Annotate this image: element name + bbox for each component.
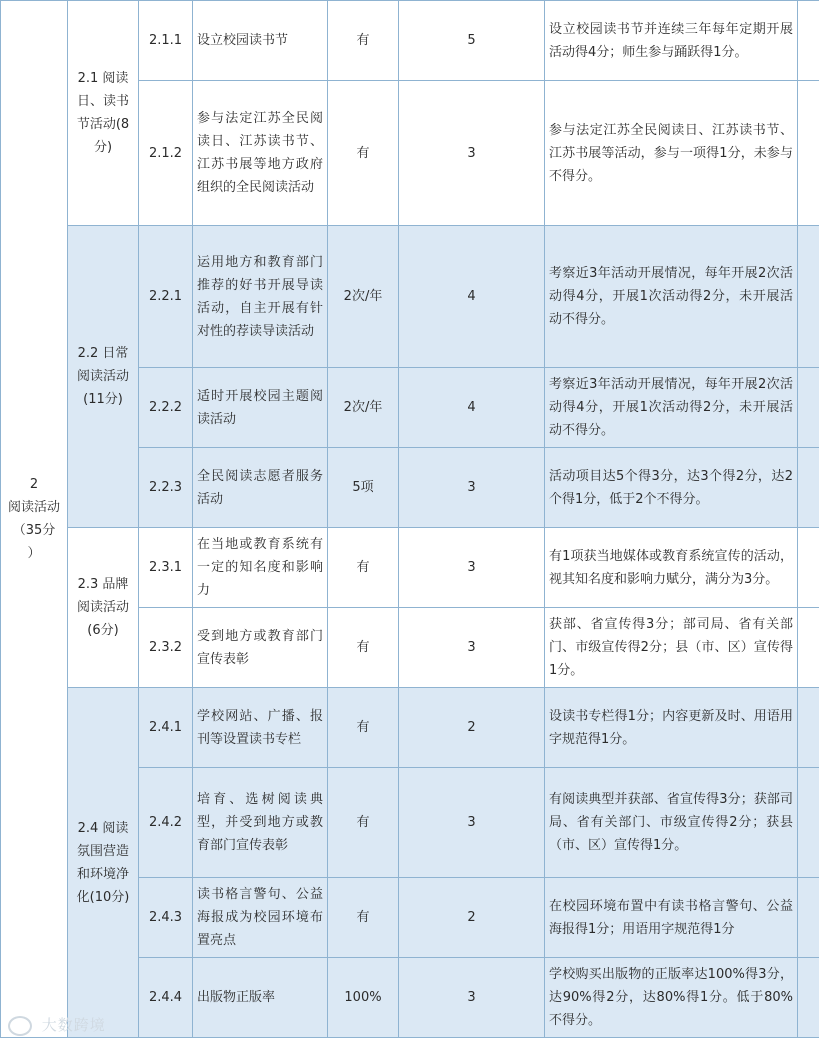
row-standard: 学校购买出版物的正版率达100%得3分，达90%得2分，达80%得1分。低于80%不得分。 (545, 958, 798, 1038)
row-requirement: 2次/年 (328, 368, 399, 448)
blank-cell (798, 448, 819, 528)
blank-cell (798, 958, 819, 1038)
row-score: 5 (399, 1, 545, 81)
row-requirement: 100% (328, 958, 399, 1038)
blank-cell (798, 1, 819, 81)
blank-cell (798, 688, 819, 768)
row-score: 4 (399, 226, 545, 368)
blank-cell (798, 81, 819, 226)
row-standard: 有阅读典型并获部、省宣传得3分；获部司局、省有关部门、市级宣传得2分；获县（市、区）宣传得1分。 (545, 768, 798, 878)
row-score: 3 (399, 768, 545, 878)
row-item: 全民阅读志愿者服务活动 (193, 448, 328, 528)
row-item: 适时开展校园主题阅读活动 (193, 368, 328, 448)
row-standard: 获部、省宣传得3分；部司局、省有关部门、市级宣传得2分；县（市、区）宣传得1分。 (545, 608, 798, 688)
row-requirement: 有 (328, 878, 399, 958)
row-requirement: 5项 (328, 448, 399, 528)
row-item: 运用地方和教育部门推荐的好书开展导读活动，自主开展有针对性的荐读导读活动 (193, 226, 328, 368)
row-number: 2.4.2 (139, 768, 193, 878)
row-score: 2 (399, 688, 545, 768)
row-requirement: 有 (328, 528, 399, 608)
row-standard: 设立校园读书节并连续三年每年定期开展活动得4分；师生参与踊跃得1分。 (545, 1, 798, 81)
row-item: 读书格言警句、公益海报成为校园环境布置亮点 (193, 878, 328, 958)
row-score: 3 (399, 608, 545, 688)
row-score: 3 (399, 448, 545, 528)
row-number: 2.2.3 (139, 448, 193, 528)
row-score: 4 (399, 368, 545, 448)
row-number: 2.4.3 (139, 878, 193, 958)
row-requirement: 有 (328, 1, 399, 81)
level1-category-cell: 2 阅读活动 （35分 ） (1, 1, 68, 1038)
row-number: 2.2.1 (139, 226, 193, 368)
row-number: 2.1.2 (139, 81, 193, 226)
blank-cell (798, 878, 819, 958)
row-standard: 参与法定江苏全民阅读日、江苏读书节、江苏书展等活动，参与一项得1分，未参与不得分。 (545, 81, 798, 226)
section-2-3-label-cell: 2.3 品牌 阅读活动 (6分) (68, 528, 139, 688)
row-requirement: 有 (328, 768, 399, 878)
row-requirement: 2次/年 (328, 226, 399, 368)
row-standard: 活动项目达5个得3分，达3个得2分，达2个得1分，低于2个不得分。 (545, 448, 798, 528)
watermark-logo-icon (8, 1016, 32, 1036)
row-score: 3 (399, 528, 545, 608)
section-2-2-label-cell: 2.2 日常 阅读活动 (11分) (68, 226, 139, 528)
row-score: 3 (399, 81, 545, 226)
section-2-1-label-cell: 2.1 阅读 日、读书 节活动(8 分) (68, 1, 139, 226)
row-number: 2.3.2 (139, 608, 193, 688)
row-requirement: 有 (328, 688, 399, 768)
row-item: 出版物正版率 (193, 958, 328, 1038)
row-item: 培育、选树阅读典型，并受到地方或教育部门宣传表彰 (193, 768, 328, 878)
blank-cell (798, 368, 819, 448)
section-2-4-label-cell: 2.4 阅读 氛围营造 和环境净 化(10分) (68, 688, 139, 1038)
row-standard: 在校园环境布置中有读书格言警句、公益海报得1分；用语用字规范得1分 (545, 878, 798, 958)
row-score: 2 (399, 878, 545, 958)
row-requirement: 有 (328, 81, 399, 226)
row-requirement: 有 (328, 608, 399, 688)
row-standard: 设读书专栏得1分；内容更新及时、用语用字规范得1分。 (545, 688, 798, 768)
row-item: 设立校园读书节 (193, 1, 328, 81)
row-number: 2.3.1 (139, 528, 193, 608)
blank-cell (798, 608, 819, 688)
row-number: 2.4.1 (139, 688, 193, 768)
row-score: 3 (399, 958, 545, 1038)
blank-cell (798, 528, 819, 608)
row-standard: 有1项获当地媒体或教育系统宣传的活动，视其知名度和影响力赋分，满分为3分。 (545, 528, 798, 608)
row-item: 学校网站、广播、报刊等设置读书专栏 (193, 688, 328, 768)
watermark-text: 大数跨境 (41, 1016, 106, 1034)
row-item: 受到地方或教育部门宣传表彰 (193, 608, 328, 688)
row-number: 2.2.2 (139, 368, 193, 448)
row-item: 在当地或教育系统有一定的知名度和影响力 (193, 528, 328, 608)
blank-cell (798, 226, 819, 368)
row-standard: 考察近3年活动开展情况，每年开展2次活动得4分，开展1次活动得2分，未开展活动不得分。 (545, 368, 798, 448)
watermark (8, 1014, 106, 1036)
row-number: 2.1.1 (139, 1, 193, 81)
row-number: 2.4.4 (139, 958, 193, 1038)
row-standard: 考察近3年活动开展情况，每年开展2次活动得4分，开展1次活动得2分，未开展活动不得分。 (545, 226, 798, 368)
row-item: 参与法定江苏全民阅读日、江苏读书节、江苏书展等地方政府组织的全民阅读活动 (193, 81, 328, 226)
blank-cell (798, 768, 819, 878)
